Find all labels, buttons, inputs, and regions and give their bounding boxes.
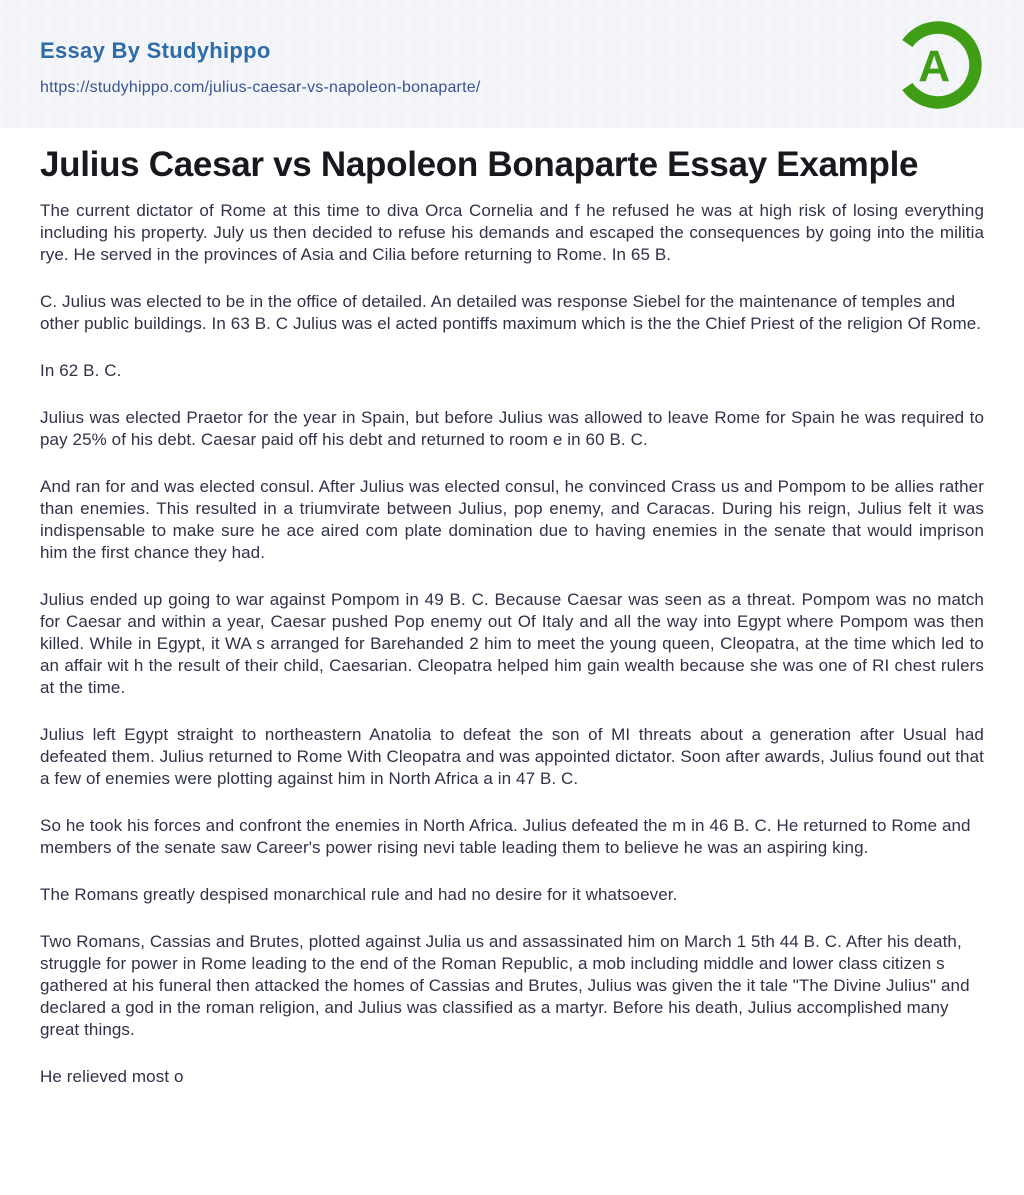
essay-paragraph: Julius left Egypt straight to northeastern Anatolia to defeat the son of MI threats about a generation after Usual had defeated them. Julius returned to Rome With Cleopatra and was appointed dictator. Soon after awards, Julius found out that a few of enemies were plotting against him in North Africa a in 47 B. C. — [40, 725, 984, 788]
essay-paragraph: The current dictator of Rome at this time to diva Orca Cornelia and f he refused he was at high risk of losing everything including his property. July us then decided to refuse his demands and escaped the consequences by going into the militia rye. He served in the provinces of Asia and Cilia before returning to Rome. In 65 B. — [40, 201, 984, 264]
essay-paragraph: Julius was elected Praetor for the year in Spain, but before Julius was allowed to leave Rome for Spain he was required to pay 25% of his debt. Caesar paid off his debt and returned to room e in 60 B. C. — [40, 408, 984, 449]
article-content — [0, 146, 1024, 1143]
site-title: Essay By Studyhippo — [40, 37, 271, 63]
site-header — [0, 0, 1024, 128]
page-url-link[interactable]: https://studyhippo.com/julius-caesar-vs-napoleon-bonaparte/ — [40, 78, 481, 96]
studyhippo-logo[interactable] — [890, 17, 986, 113]
essay-paragraph: Two Romans, Cassias and Brutes, plotted against Julia us and assassinated him on March 1 5th 44 B. C. After his death, struggle for power in Rome leading to the end of the Roman Republic, a mob including middle and lower class citizen s gathered at his funeral then attacked the homes of Cassias and Brutes, Julius was given the it tale "The Divine Julius" and declared a god in the roman religion, and Julius was classified as a martyr. Before his death, Julius accomplished many great things. — [40, 932, 970, 1039]
essay-paragraph: He relieved most o — [40, 1067, 184, 1086]
essay-paragraph: So he took his forces and confront the enemies in North Africa. Julius defeated the m in 46 B. C. He returned to Rome and members of the senate saw Career's power rising nevi table leading them to believe he was an aspiring king. — [40, 816, 971, 857]
essay-body — [40, 200, 984, 1088]
logo-letter: A — [918, 42, 951, 92]
essay-paragraph: Julius ended up going to war against Pompom in 49 B. C. Because Caesar was seen as a threat. Pompom was no match for Caesar and within a year, Caesar pushed Pop enemy out Of Italy and all the way into Egypt where Pompom was then killed. While in Egypt, it WA s arranged for Barehanded 2 him to meet the young queen, Cleopatra, at the time which led to an affair wit h the result of their child, Caesarian. Cleopatra helped him gain wealth because she was one of RI chest rulers at the time. — [40, 590, 984, 697]
essay-paragraph: C. Julius was elected to be in the office of detailed. An detailed was response Siebel for the maintenance of temples and other public buildings. In 63 B. C Julius was el acted pontiffs maximum which is the the Chief Priest of the religion Of Rome. — [40, 292, 982, 333]
essay-paragraph: And ran for and was elected consul. After Julius was elected consul, he convinced Crass us and Pompom to be allies rather than enemies. This resulted in a triumvirate between Julius, pop enemy, and Caracas. During his reign, Julius felt it was indispensable to make sure he ace aired com plate domination due to having enemies in the senate that would imprison him the first chance they had. — [40, 477, 984, 562]
header-text-block — [40, 32, 480, 97]
essay-paragraph: In 62 B. C. — [40, 361, 122, 380]
article-title: Julius Caesar vs Napoleon Bonaparte Essay Example — [40, 145, 919, 184]
essay-paragraph: The Romans greatly despised monarchical rule and had no desire for it whatsoever. — [40, 885, 678, 904]
